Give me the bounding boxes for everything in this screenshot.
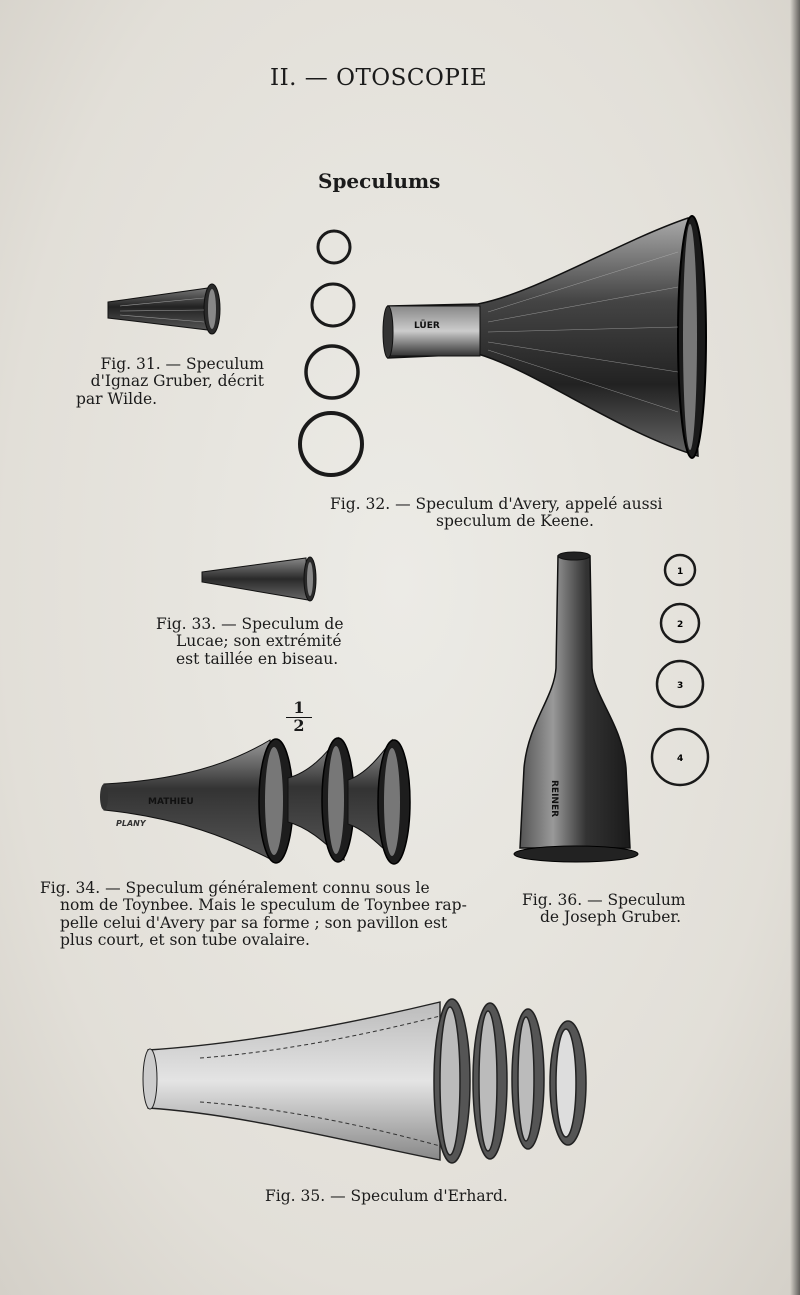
fig33-caption-line3: est taillée en biseau. [176,649,339,668]
fig36-caption-line1: Fig. 36. — Speculum [522,891,686,909]
fig34-label: MATHIEU [148,797,194,807]
fig32-label: LÜER [414,321,440,331]
fig34-caption-line4: plus court, et son tube ovalaire. [60,931,310,950]
fig32-illustration [378,212,718,466]
fig33-caption-line1: Fig. 33. — Speculum de [156,615,344,633]
fig36-caption-line2: de Joseph Gruber. [540,908,682,927]
fig31-illustration [100,278,230,340]
page-edge-shadow [790,0,800,1295]
fig36-label: REINER [549,780,559,818]
fig32-caption-line1: Fig. 32. — Speculum d'Avery, appelé aussi [330,495,663,513]
fig32-caption-line2: speculum de Keene. [436,512,594,531]
fig31-caption-line3: par Wilde. [76,389,158,408]
section-title: Speculums [318,169,441,193]
fig34-illustration [100,734,418,870]
fig34-scale-denominator: 2 [293,715,305,735]
fig31-caption [60,356,264,408]
fig34-caption-line3: pelle celui d'Avery par sa forme ; son pavillon est [60,913,448,932]
fig36-rings [646,550,720,790]
fig36-caption [522,892,712,927]
fig34-caption [40,880,486,949]
fig35-caption: Fig. 35. — Speculum d'Erhard. [265,1187,508,1205]
page-heading: II. — OTOSCOPIE [270,65,488,91]
fig34-caption-line1: Fig. 34. — Speculum généralement connu sous le [40,879,430,897]
fig36-ring-label-3: 3 [677,681,684,691]
fig31-caption-line2: d'Ignaz Gruber, décrit [90,372,264,391]
ring-2 [312,284,354,326]
fig34-scale [286,700,312,735]
fig34-maker: PLANY [116,819,146,828]
ring-3 [306,346,358,398]
fig33-caption-line2: Lucae; son extrémité [176,632,342,651]
fig34-caption-line2: nom de Toynbee. Mais le speculum de Toynbee rap- [60,896,467,915]
fig34-scale-numerator: 1 [293,698,305,717]
fig36-ring-label-1: 1 [677,567,684,577]
fig32-caption [330,496,700,531]
fig36-ring-label-4: 4 [677,754,684,764]
fig35-illustration [140,990,596,1172]
fig36-illustration [510,548,644,868]
ring-4 [300,413,362,475]
fig36-ring-label-2: 2 [677,620,684,630]
fig31-caption-line1: Fig. 31. — Speculum [100,355,264,373]
fig33-illustration [198,554,322,606]
fig33-caption [156,616,366,668]
ring-1 [318,231,350,263]
fig32-rings [296,226,368,478]
